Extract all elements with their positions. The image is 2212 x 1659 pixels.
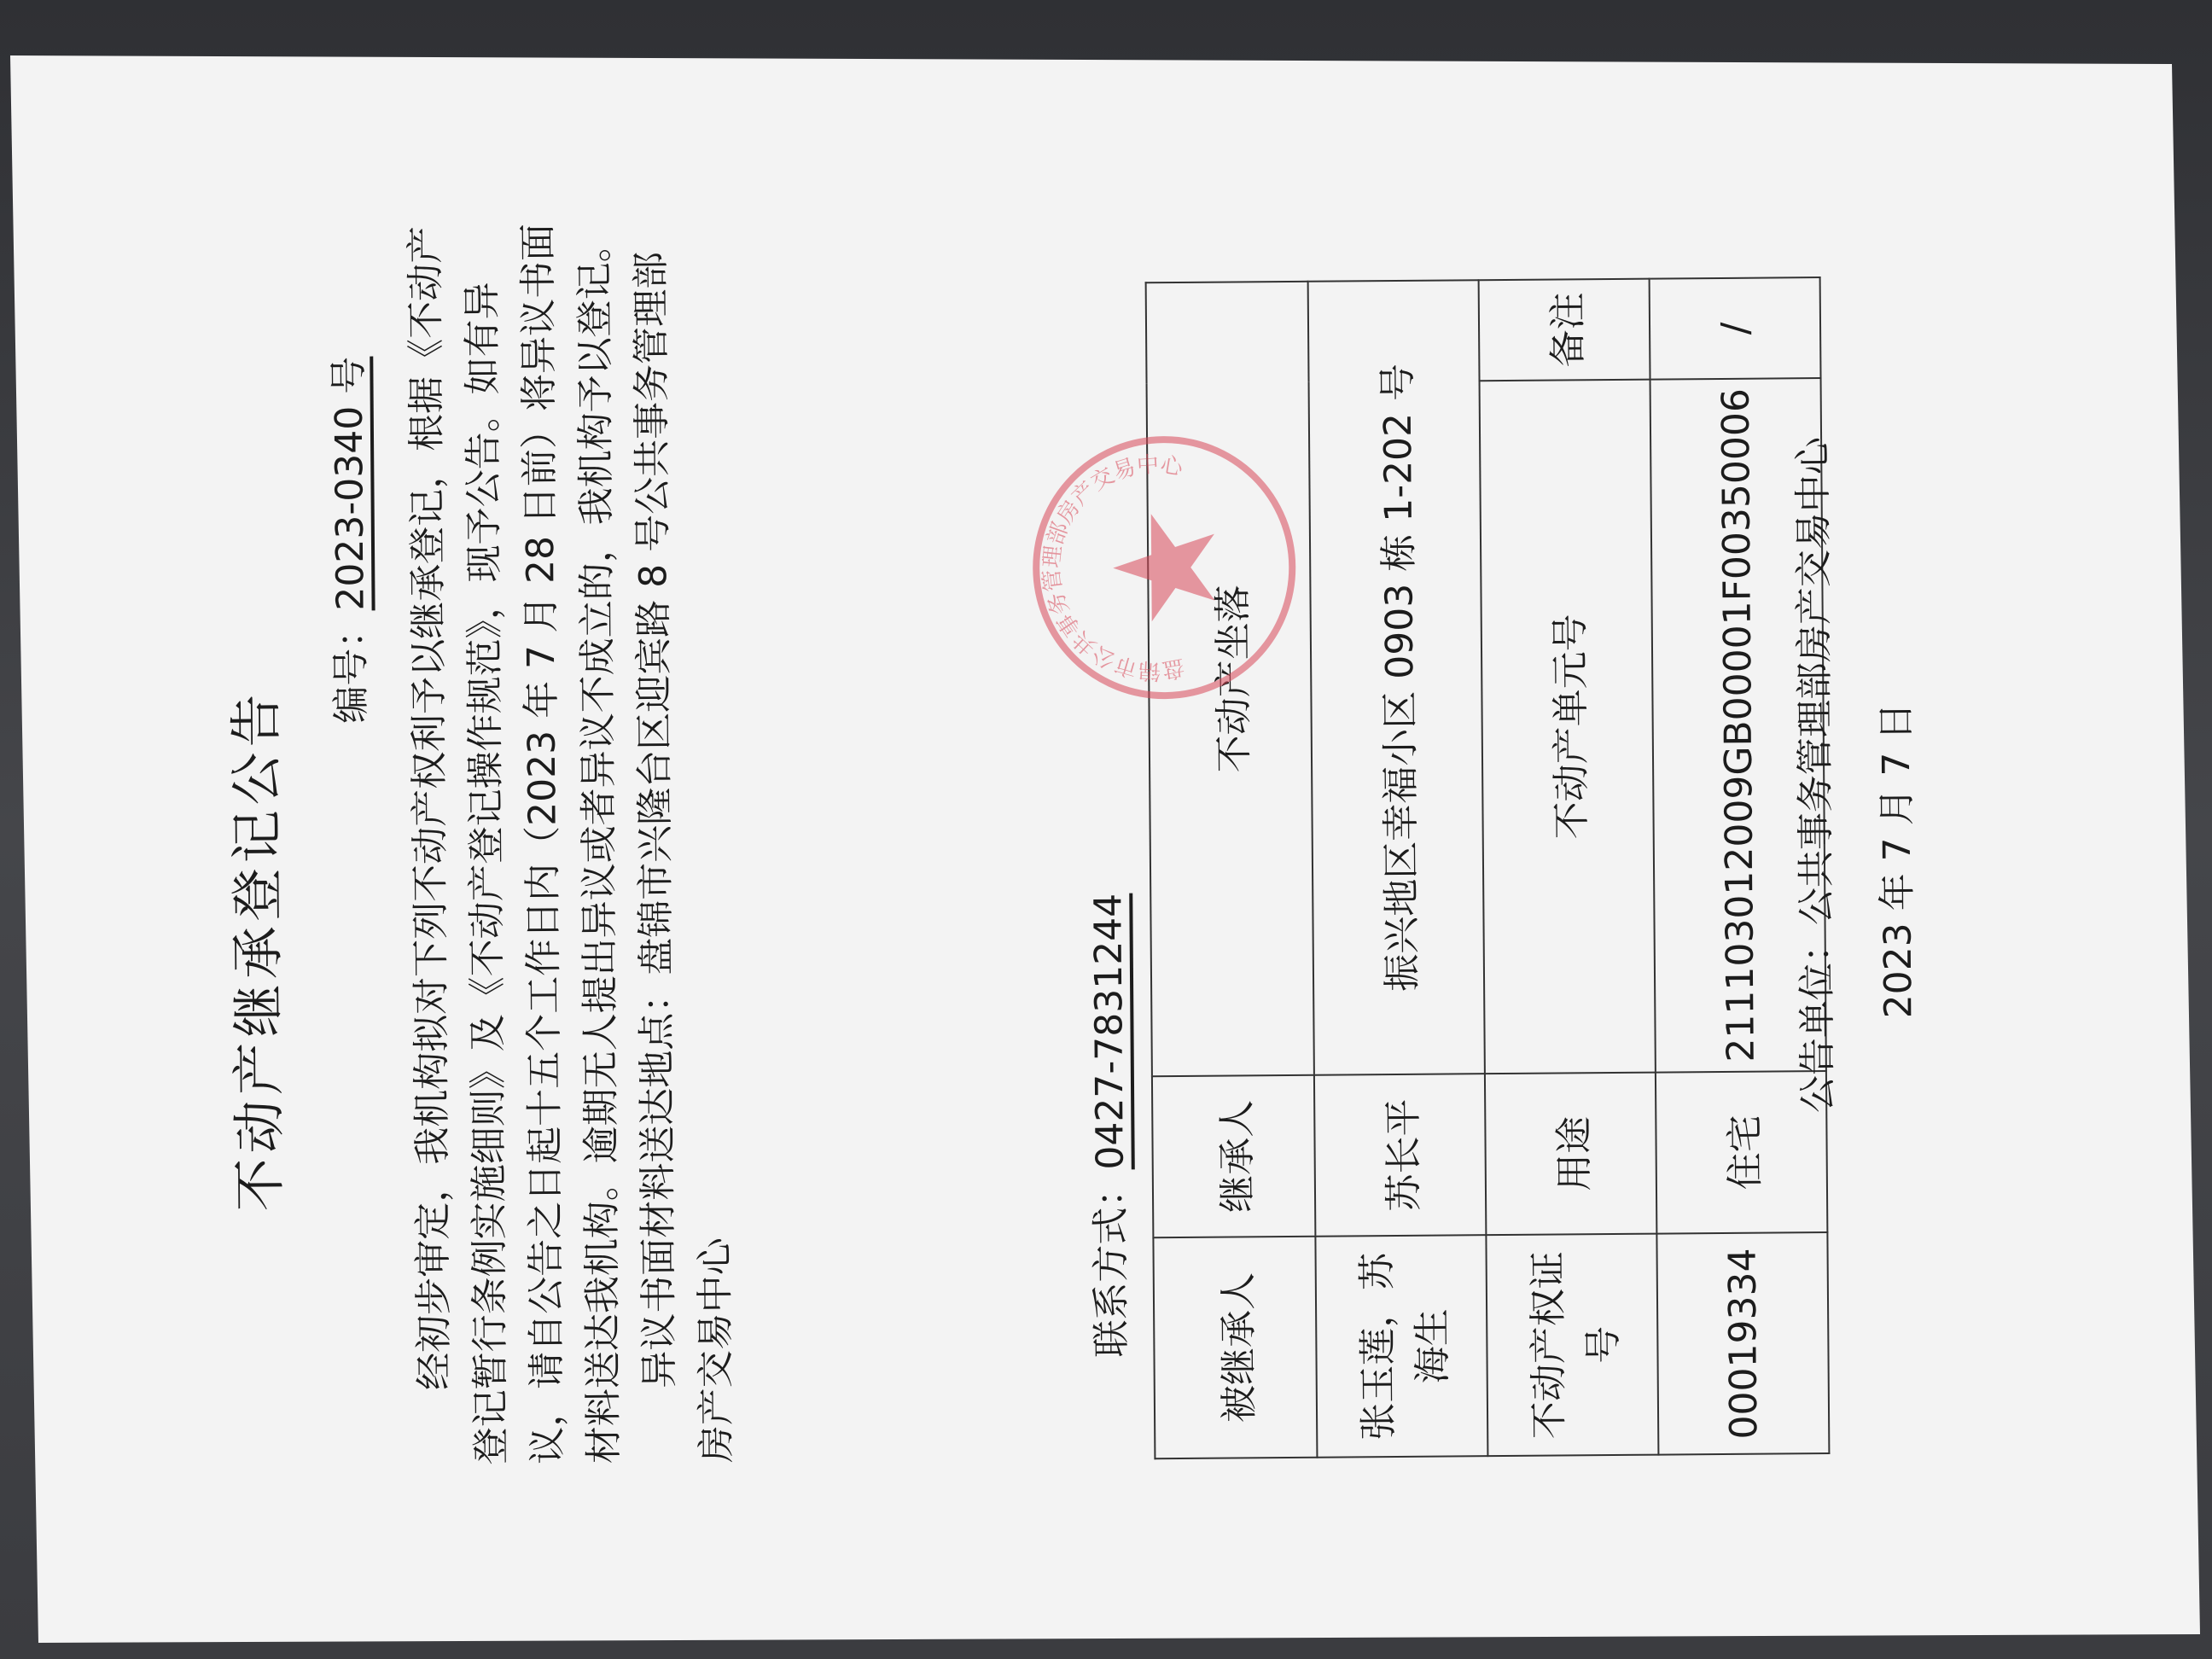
header-decedent: 被继承人 xyxy=(1153,1237,1317,1458)
cell-location: 振兴地区幸福小区 0903 栋 1-202 号 xyxy=(1308,280,1485,1074)
header-unit-no: 不动产单元号 xyxy=(1480,380,1656,1074)
header-location: 不动产坐落 xyxy=(1146,282,1314,1076)
table-header-row-2 xyxy=(1479,279,1659,1457)
notice-title: 不动产继承登记公告 xyxy=(224,689,292,1212)
notice-number-value: 2023-0340 号 xyxy=(327,356,373,611)
header-heir: 继承人 xyxy=(1152,1075,1315,1238)
header-usage: 用途 xyxy=(1485,1072,1656,1235)
seal-text: 盘锦市公共事务管理部房产交易中心 xyxy=(1039,451,1187,684)
footer-unit: 公告单位：公共事务管理部房产交易中心 xyxy=(1791,436,1841,1114)
notice-paragraph-1: 经初步审定，我机构拟对下列不动产权利予以继承登记，根据《不动产登记暂行条例实施细则》及《不动产登记操作规范》，现予公告。如有异议，请自公告之日起十五个工作日内（2023 年 7 月 28 日前）将异议书面材料送达我机构。逾期无人提出异议或者异议不成立的，我机构予以登记。 xyxy=(404,223,626,1465)
cell-unit-no: 211103012009GB00001F00350006 xyxy=(1650,378,1826,1072)
cell-cert-no: 00019334 xyxy=(1656,1232,1829,1454)
contact-label: 联系方式： xyxy=(1088,1169,1134,1358)
notice-page xyxy=(81,146,2201,1659)
footer-date: 2023 年 7 月 7 日 xyxy=(1874,702,1921,1019)
cell-remark: / xyxy=(1650,277,1821,380)
cell-usage: 住宅 xyxy=(1656,1071,1827,1234)
seal-graphic xyxy=(1022,426,1307,710)
official-seal xyxy=(1022,426,1307,710)
header-remark: 备注 xyxy=(1479,279,1650,381)
contact-phone: 0427-7831244 xyxy=(1086,893,1132,1170)
notice-paragraph-2: 异议书面材料送达地点：盘锦市兴隆台区迎宾路 8 号公共事务管理部房产交易中心 xyxy=(629,251,739,1464)
table-row-1 xyxy=(1308,280,1488,1458)
notice-number xyxy=(317,357,375,724)
cell-heir: 苏长平 xyxy=(1314,1074,1486,1237)
star-icon xyxy=(1113,514,1215,622)
notice-body xyxy=(398,217,745,1465)
header-cert-no: 不动产权证号 xyxy=(1486,1234,1658,1456)
contact-line xyxy=(1077,894,1135,1358)
cell-decedent: 张玉莲，苏海生 xyxy=(1315,1236,1487,1458)
notice-number-label: 编号： xyxy=(329,610,374,724)
